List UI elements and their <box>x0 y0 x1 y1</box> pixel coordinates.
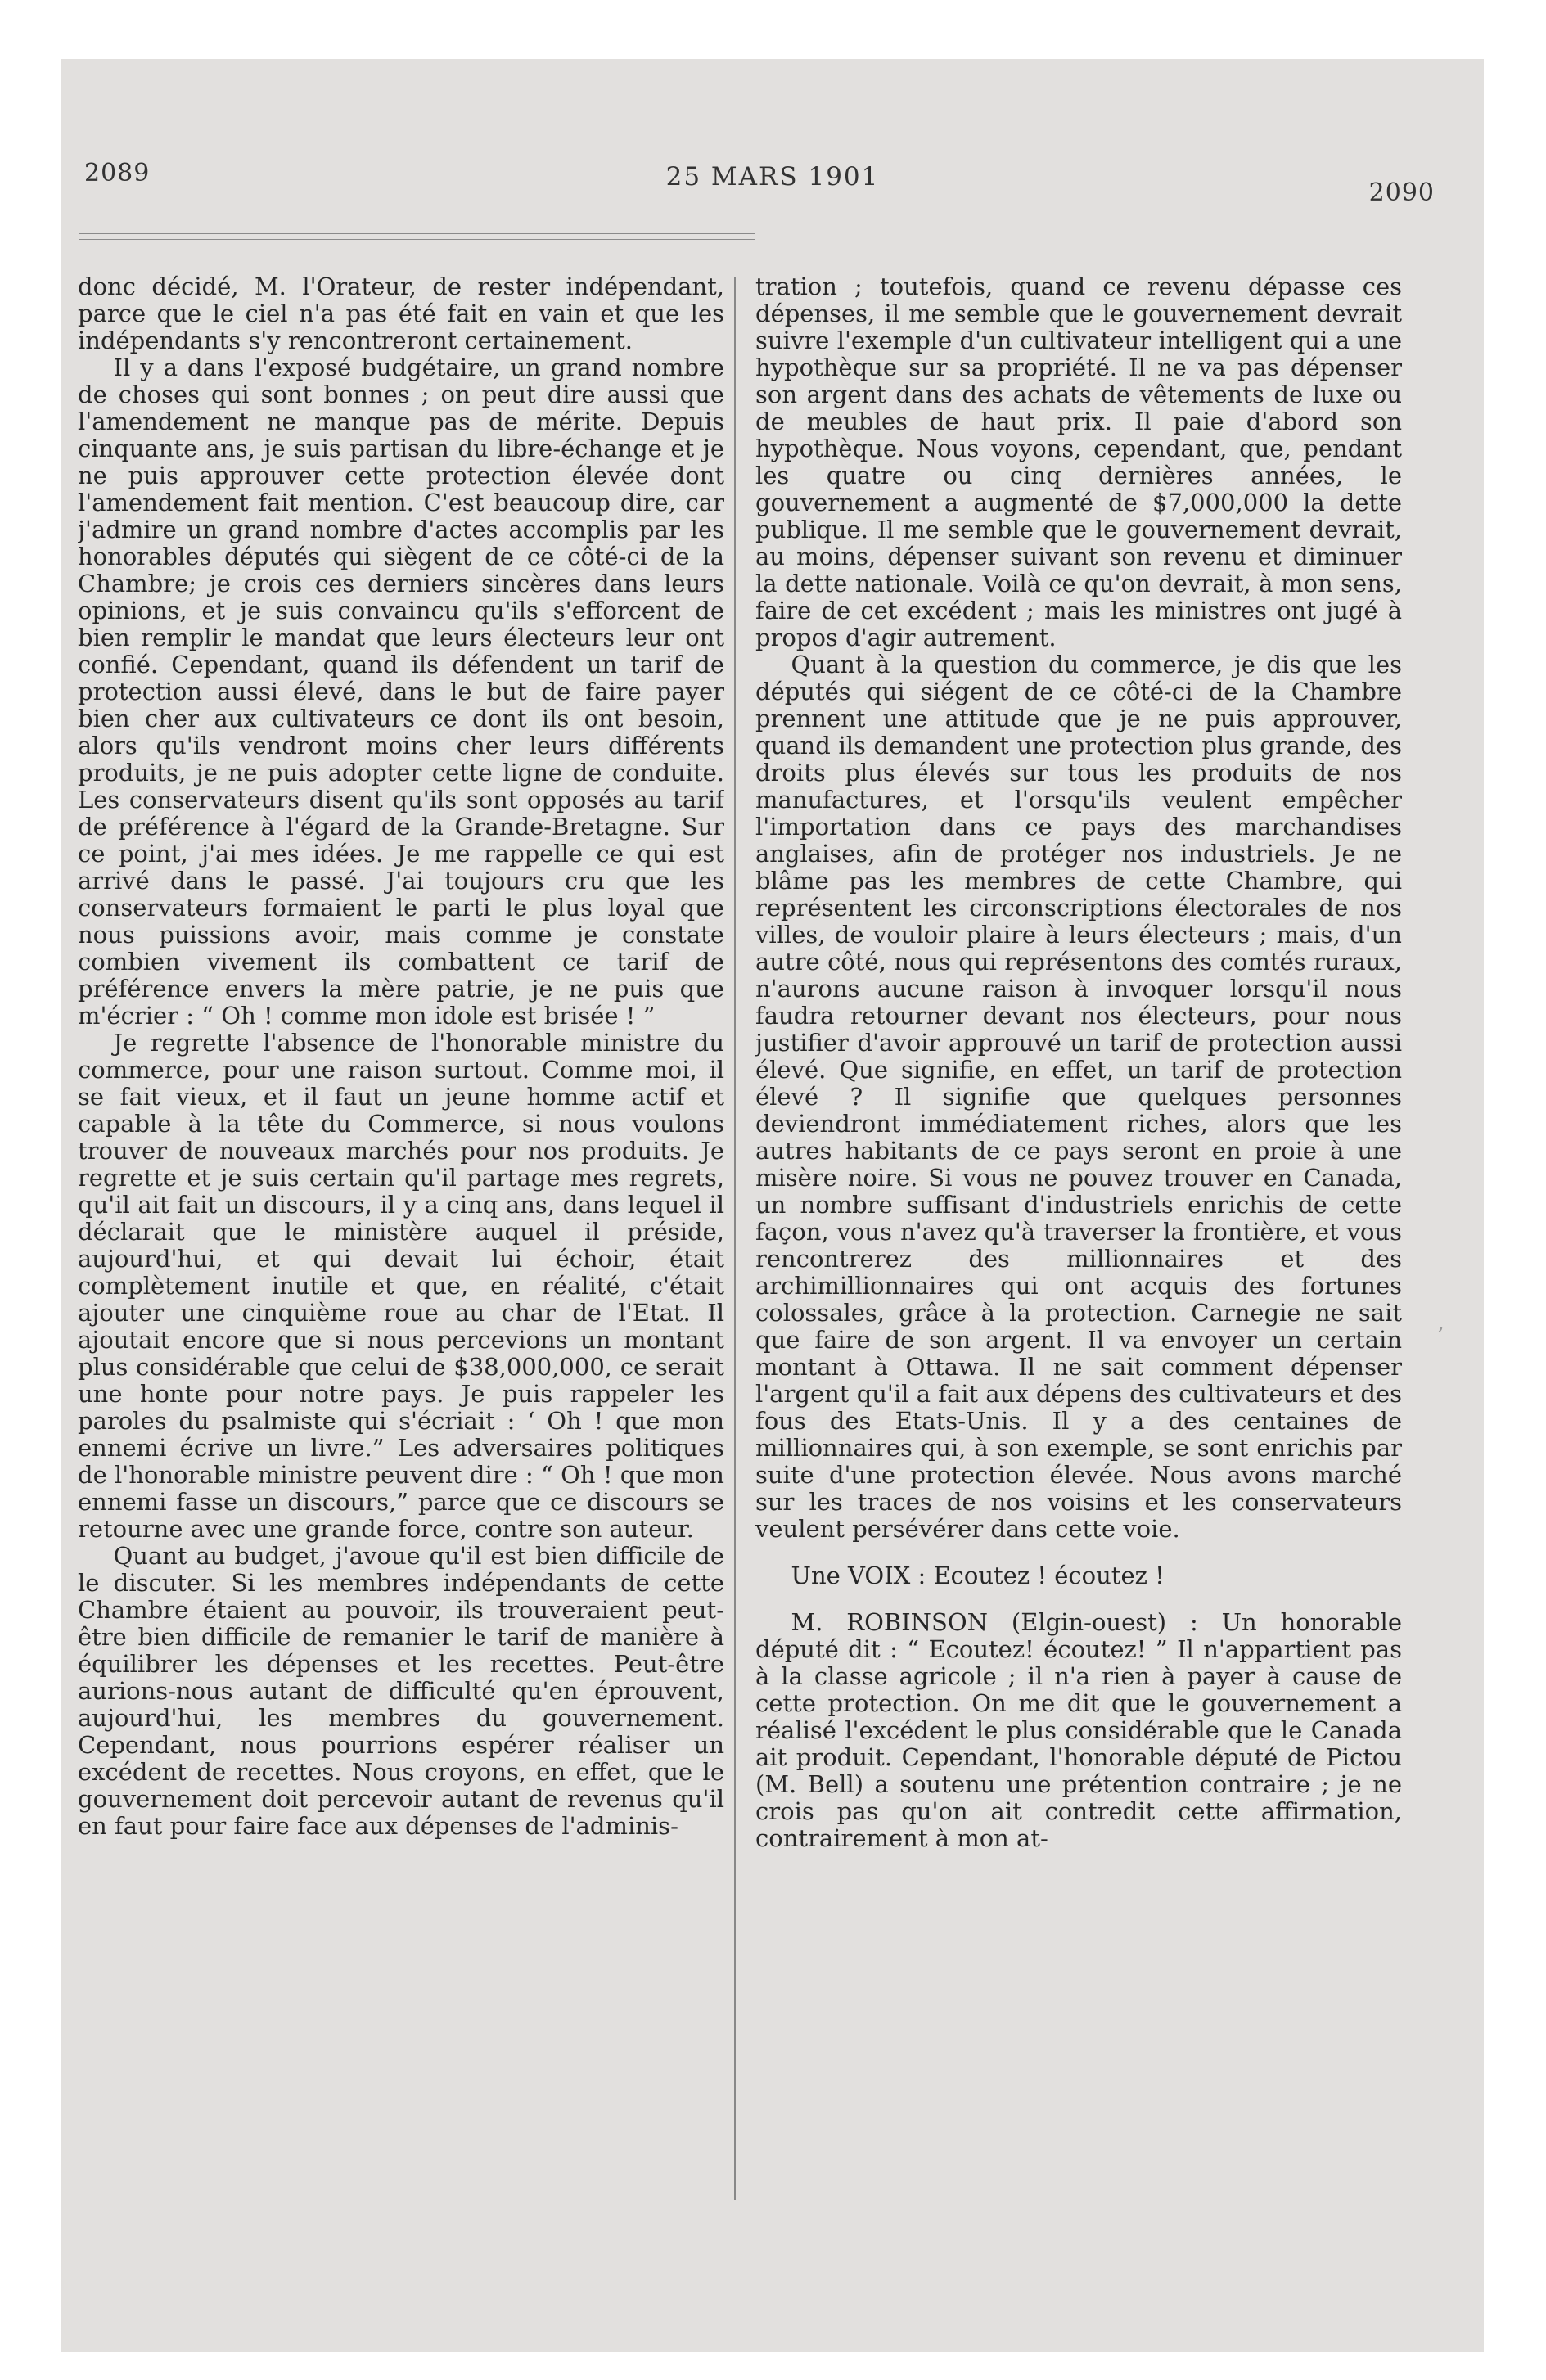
paragraph: Il y a dans l'exposé budgétaire, un grand nombre de choses qui sont bonnes ; on peut dire aussi que l'amendement ne manque pas de mérite. Depuis cinquante ans, je suis partisan du libre-échange et je ne puis approuver cette protection élevée dont l'amendement fait mention. C'est beaucoup dire, car j'admire un grand nombre d'actes accomplis par les honorables députés qui siègent de ce côté-ci de la Chambre; je crois ces derniers sincères dans leurs opinions, et je suis convaincu qu'ils s'efforcent de bien remplir le mandat que leurs électeurs leur ont confié. Cependant, quand ils défendent un tarif de protection aussi élevé, dans le but de faire payer bien cher aux cultivateurs ce dont ils ont besoin, alors qu'ils vendront moins cher leurs différents produits, je ne puis adopter cette ligne de conduite. Les conservateurs disent qu'ils sont opposés au tarif de préférence à l'égard de la Grande-Bretagne. Sur ce point, j'ai mes idées. Je me rappelle ce qui est arrivé dans le passé. J'ai toujours cru que les conservateurs formaient le parti le plus loyal que nous puissions avoir, mais comme je constate combien vivement ils combattent ce tarif de préférence envers la mère patrie, je ne puis que m'écrier : “ Oh ! comme mon idole est brisée ! ” <box>78 354 724 1030</box>
page-number-left: 2089 <box>84 159 151 187</box>
column-divider <box>734 277 736 2200</box>
paragraph: M. ROBINSON (Elgin-ouest) : Un honorable député dit : “ Ecoutez! écoutez! ” Il n'appartient pas à la classe agricole ; il n'a rien à payer à cause de cette protection. On me dit que le gouvernement a réalisé l'excédent le plus considérable que le Canada ait produit. Cependant, l'honorable député de Pictou (M. Bell) a soutenu une prétention contraire ; je ne crois pas qu'on ait contredit cette affirmation, contrairement à mon at- <box>755 1608 1402 1852</box>
paragraph: Une VOIX : Ecoutez ! écoutez ! <box>791 1562 1165 1589</box>
right-column <box>755 273 1402 2213</box>
page-number-right: 2090 <box>1368 178 1435 207</box>
header-rule <box>79 233 755 234</box>
paragraph: donc décidé, M. l'Orateur, de rester indépendant, parce que le ciel n'a pas été fait en vain et que les indépendants s'y rencontreront certainement. <box>78 273 724 354</box>
paragraph: Quant à la question du commerce, je dis que les députés qui siégent de ce côté-ci de la Chambre prennent une attitude que je ne puis approuver, quand ils demandent une protection plus grande, des droits plus élevés sur tous les produits de nos manufactures, et l'orsqu'ils veulent empêcher l'importation dans ce pays des marchandises anglaises, afin de protéger nos industriels. Je ne blâme pas les membres de cette Chambre, qui représentent les circonscriptions électorales de nos villes, de vouloir plaire à leurs électeurs ; mais, d'un autre côté, nous qui représentons des comtés ruraux, n'aurons aucune raison à invoquer lorsqu'il nous faudra retourner devant nos électeurs, pour nous justifier d'avoir approuvé un tarif de protection aussi élevé. Que signifie, en effet, un tarif de protection élevé ? Il signifie que quelques personnes deviendront immédiatement riches, alors que les autres habitants de ce pays seront en proie à une misère noire. Si vous ne pouvez trouver en Canada, un nombre suffisant d'industriels enrichis de cette façon, vous n'avez qu'à traverser la frontière, et vous rencontrerez des millionnaires et des archimillionnaires qui ont acquis des fortunes colossales, grâce à la protection. Carnegie ne sait que faire de son argent. Il va envoyer un certain montant à Ottawa. Il ne sait comment dépenser l'argent qu'il a fait aux dépens des cultivateurs et des fous des Etats-Unis. Il y a des centaines de millionnaires qui, à son exemple, se sont enrichis par suite d'une protection élevée. Nous avons marché sur les traces de nos voisins et les conservateurs veulent persévérer dans cette voie. <box>755 651 1402 1543</box>
paragraph: tration ; toutefois, quand ce revenu dépasse ces dépenses, il me semble que le gouvernement devrait suivre l'exemple d'un cultivateur intelligent qui a une hypothèque sur sa propriété. Il ne va pas dépenser son argent dans des achats de vêtements de luxe ou de meubles de haut prix. Il paie d'abord son hypothèque. Nous voyons, cependant, que, pendant les quatre ou cinq dernières années, le gouvernement a augmenté de $7,000,000 la dette publique. Il me semble que le gouvernement devrait, au moins, dépenser suivant son revenu et diminuer la dette nationale. Voilà ce qu'on devrait, à mon sens, faire de cet excédent ; mais les ministres ont jugé à propos d'agir autrement. <box>755 273 1402 651</box>
left-column <box>78 273 724 2213</box>
paragraph: Quant au budget, j'avoue qu'il est bien difficile de le discuter. Si les membres indépendants de cette Chambre étaient au pouvoir, ils trouveraient peut-être bien difficile de remanier le tarif de manière à équilibrer les dépenses et les recettes. Peut-être aurions-nous autant de difficulté qu'en éprouvent, aujourd'hui, les membres du gouvernement. Cependant, nous pourrions espérer réaliser un excédent de recettes. Nous croyons, en effet, que le gouvernement doit percevoir autant de revenus qu'il en faut pour faire face aux dépenses de l'adminis- <box>78 1542 724 1840</box>
paragraph: Je regrette l'absence de l'honorable ministre du commerce, pour une raison surtout. Comme moi, il se fait vieux, et il faut un jeune homme actif et capable à la tête du Commerce, si nous voulons trouver de nouveaux marchés pour nos produits. Je regrette et je suis certain qu'il partage mes regrets, qu'il ait fait un discours, il y a cinq ans, dans lequel il déclarait que le ministère auquel il préside, aujourd'hui, et qui devait lui échoir, était complètement inutile et que, en réalité, c'était ajouter une cinquième roue au char de l'Etat. Il ajoutait encore que si nous percevions un montant plus considérable que celui de $38,000,000, ce serait une honte pour notre pays. Je puis rappeler les paroles du psalmiste qui s'écriait : ‘ Oh ! que mon ennemi écrive un livre.” Les adversaires politiques de l'honorable ministre peuvent dire : “ Oh ! que mon ennemi fasse un discours,” parce que ce discours se retourne avec une grande force, contre son auteur. <box>78 1029 724 1543</box>
margin-mark: , <box>1438 1311 1445 1334</box>
page-date-header: 25 MARS 1901 <box>665 162 880 192</box>
header-rule <box>79 239 755 240</box>
scanned-page <box>61 59 1484 2352</box>
